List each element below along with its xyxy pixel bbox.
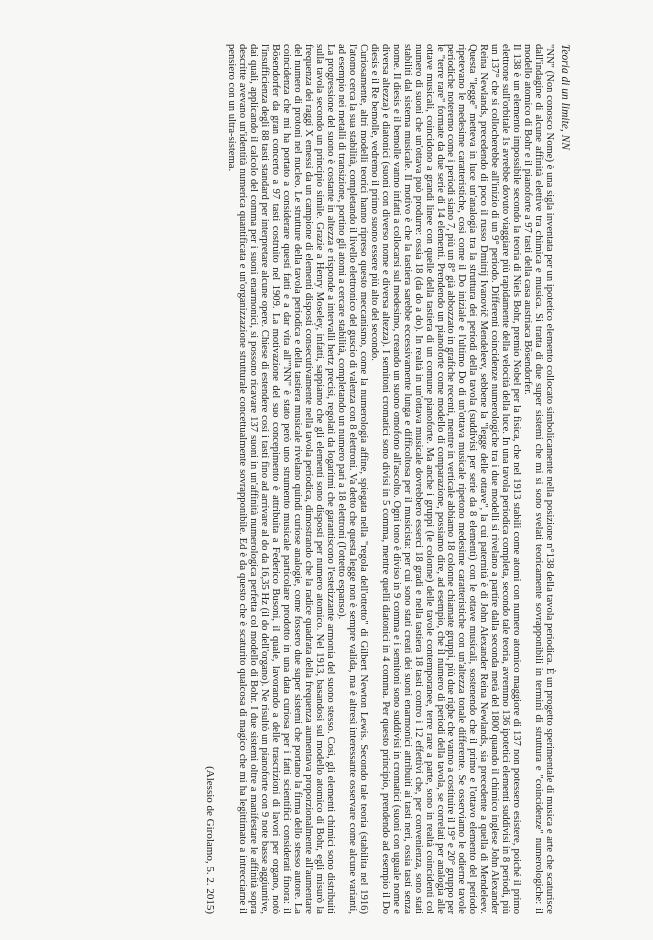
document-title: Teoria di un limite, NN: [559, 44, 571, 150]
paragraph-octet-rule: Curiosamente, altri modelli teorici hanno ripreso questo meccanismo, come la numerologia affine, spiegata nella "regola dell'ottetto" di Gilbert Newton Lewis. Secondo tale teoria (stabilita nel 1916) l'atomo cerca la sua stabilità, completando il livello elettronico del guscio di valenza con 8 elettroni. Va detto che questa legge non è sempre valida, ma è altresì interessante osservare come alcune varianti, ad esempio nei metalli di transizione, portino gli atomi a cercare stabilità, completando un numero pari a 18 elettroni (l'ottetto espanso).: [335, 44, 369, 914]
paragraph-bohr-limit: Il 138 è un elemento impossibile secondo la teoria di Niels Bohr, premio Nobel per la fisica, che nel 1913 stabilì come atomi con numero atomico maggiore di 137 non potessero esistere, poiché il primo elettrone sull'orbitale 1s avrebbe dovuto viaggiare più rapidamente della velocità della luce. In una tavola periodica completa, secondo tale teoria, avremmo 136 ipotetici elementi suddivisi in 8 periodi, più un 137° che si collocherebbe all'inizio di un 9° periodo. Differenti coincidenze numerologiche tra i due modelli si rivelano a partire dalla seconda metà del 1800 quando il chimico inglese John Alexander Reina Newlands, precedendo di poco il russo Dmitrij Ivanovič Mendeleev, sebbene la "legge delle ottave", la cui paternità è di John Alexander Reina Newlands, sia precedente a quella di Mendeleev. Questa "legge" metteva in luce un'analogia tra la struttura dei periodi della tavola (suddivisi per serie da 8 elementi) con le ottave musicali, sostenendo che il primo e l'ottavo elemento del periodo ripetevano le medesime caratteristiche, così come il Do iniziale e l'ultimo Do di un'ottava musicale ripetono medesime caratteristiche con un'altezza tonale differente. Se osserviamo le odierne tavole periodiche noteremo come i periodi siano 7, più un 8° già abbozzato in grafiche recenti, mentre in verticale abbiamo 18 colonne chiamate gruppi, più due righe che vanno a costituire il 19° e 20° gruppo per le "terre rare" formate da due serie di 14 elementi. Prendendo un pianoforte come modello di comparazione, possiamo dire, ad esempio, che il numero di periodi della tavola, se correlati per analogia alle ottave musicali, coincidono a grandi linee con quelle della tastiera di un comune pianoforte. Ma anche i gruppi (le colonne) delle tavole contemporanee, terre rare a parte, sono in realtà coincidenti col numero di suoni che un'ottava può produrre: ossia 18 (da do a do). In realtà in un'ottava musicale dovrebbero esserci 18 gradi e nella tastiera 18 tasti contro i 12 effettivi che, per convenienza, sono stati stabiliti dal sistema musicale. Il motivo è che la tastiera sarebbe eccessivamente lunga e difficoltosa per il musicista: per cui sono stati creati dei suoni enarmonici attribuiti ai tasti neri, ossia tasti senza nome. Il diesis e il bemolle vanno infatti a collocarsi sul medesimo, creando un suono omofono all'ascolto. Ogni tono è diviso in 9 comma e i semitoni sono suddivisi in cromatici (suoni con uguale nome e diversa altezza) e diatonici (suoni con diverso nome e diversa altezza). I semitoni cromatici sono divisi in 5 comma, mentre quelli diatonici in 4 comma. Per questo principio, prendendo ad esempio il Do diesis e il Re bemolle, vedremo il primo suono essere più alto del secondo.: [368, 44, 523, 914]
paragraph-bosendorfer: La progressione del suono è costante in altezza e risponde a intervalli hertz precisi, regolati da logaritmi che garantiscono l'estetizzante armonia del suono stesso. Così, gli elementi chimici sono distribuiti sulla tavola secondo un principio simile. Grazie a Henry Moseley, infatti, sappiamo che gli elementi sono disposti per numero atomico. Nel 1913, basandosi sul modello atomico di Bohr, egli misurò la frequenza dei raggi X emessi da un campione di elementi disposti consecutivamente nella tavola periodica, dimostrando che la radice quadrata della frequenza aumentava proporzionalmente all'aumentare del numero di protoni nel nucleo. Le strutture della tavola periodica e della tastiera musicale rivelano quindi curiose analogie, come fossero due super sistemi che portano la firma dello stesso autore. La coincidenza che mi ha portato a considerare questi fatti e a dar vita all'"NN" è stato però uno strumento musicale particolare prodotto in una data curiosa per i fatti scientifici considerati finora: il Bösendorfer da gran concerto a 97 tasti costruito nel 1909. La motivazione del suo concepimento è attribuita a Federico Busoni, il quale, lavorando a delle trascrizioni di lavori per organo, notò l'insufficienza degli 88 tasti standard per interpretare alcune opere. Chiese di estendere così i tasti fino ad arrivare al do da 16,35 Hz (il do dell'organo). Ne risultò un pianoforte con 9 note basse aggiuntive, dai quali, applicando il calcolo del comma per i suoni enarmonici, si possono ricavare 137 suoni in un'affinità numerologica perfetta col modello di Bohr. I due sistemi oltre a manifestare le affinità sopra descritte avevano un'identità numerica quantificata e un'organizzazione strutturale concettualmente sovrapponibile. Ed è da questo che è scaturito qualcosa di magico che mi ha legittimato a intrecciarne il pensiero con un ultra-sistema.: [226, 44, 336, 914]
author-signature: (Alessio de Girolamo, 5. 2. 2015): [204, 766, 217, 914]
paragraph-intro: "NN" (Non conosco Nome) è una sigla inventata per un ipotetico elemento collocato simbolicamente nella posizione n°138 della tavola periodica. È un progetto sperimentale di musica e arte che scaturisce dall'indagine di alcune affinità elettive tra chimica e musica. Si tratta di due super sistemi che mi si sono svelati teoricamente sovrapponibili in termini di struttura e "coincidenze" numerologiche: il modello atomico di Bohr e il pianoforte a 97 tasti della casa austriaca Bösendorfer.: [522, 44, 556, 914]
rotated-text-block: [60, 44, 570, 914]
